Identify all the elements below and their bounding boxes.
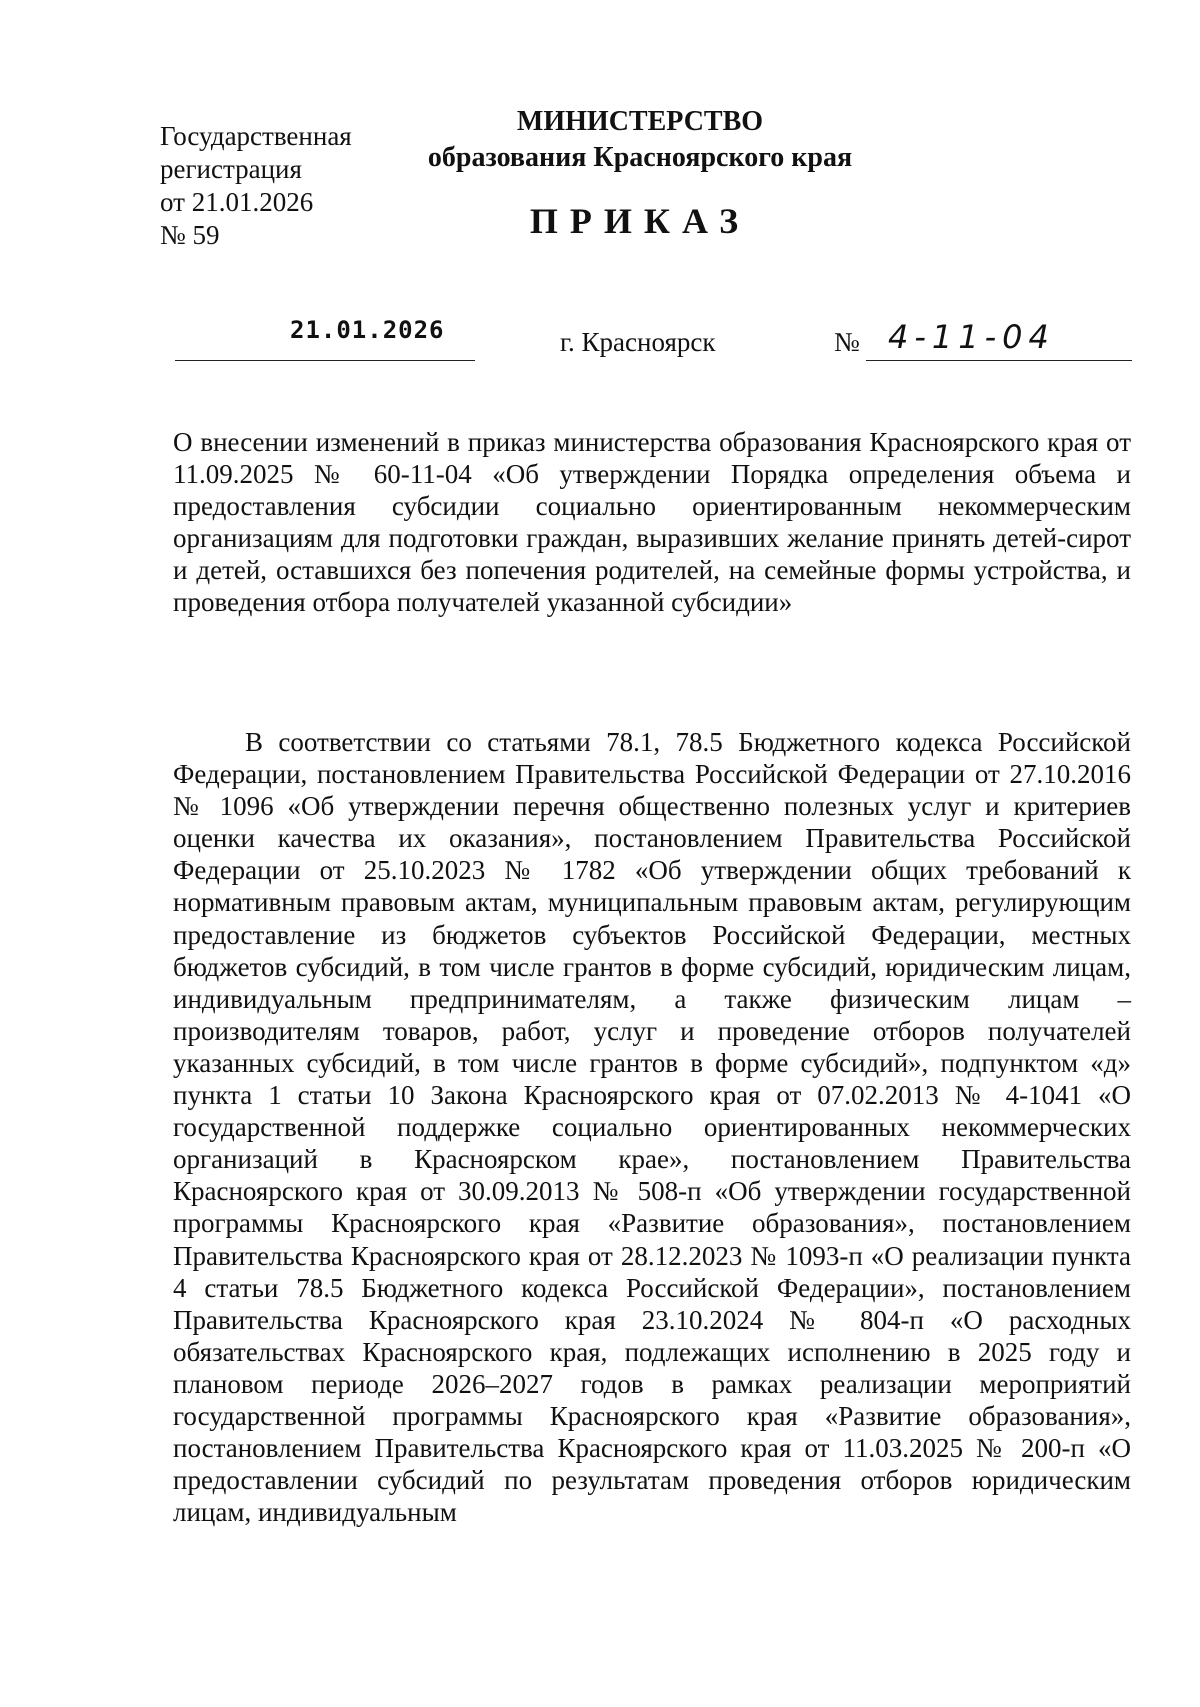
ministry-title: МИНИСТЕРСТВО — [516, 106, 764, 137]
city-label: г. Красноярск — [560, 327, 716, 357]
document-subject: О внесении изменений в приказ министерства образования Красноярского края от 11.09.2025 № 60-11-04 «Об утверждении Порядка определения объема и предоставления субсидии социально ориентированным некоммерческим организациям для подготовки граждан, выразивших желание принять детей-сирот и детей, оставшихся без попечения родителей, на семейные формы устройства, и проведения отбора получателей указанной субсидии» — [173, 427, 1131, 617]
number-sign: № — [834, 327, 860, 357]
document-body: В соответствии со статьями 78.1, 78.5 Бюджетного кодекса Российской Федерации, постановлением Правительства Российской Федерации от 27.10.2016 № 1096 «Об утверждении перечня общественно полезных услуг и критериев оценки качества их оказания», постановлением Правительства Российской Федерации от 25.10.2023 № 1782 «Об утверждении общих требований к нормативным правовым актам, муниципальным правовым актам, регулирующим предоставление из бюджетов субъектов Российской Федерации, местных бюджетов субсидий, в том числе грантов в форме субсидий, юридическим лицам, индивидуальным предпринимателям, а также физическим лицам – производителям товаров, работ, услуг и проведение отборов получателей указанных субсидий, в том числе грантов в форме субсидий», подпунктом «д» пункта 1 статьи 10 Закона Красноярского края от 07.02.2013 № 4-1041 «О государственной поддержке социально ориентированных некоммерческих организаций в Красноярском крае», постановлением Правительства Красноярского края от 30.09.2013 № 508-п «Об утверждении государственной программы Красноярского края «Развитие образования», постановлением Правительства Красноярского края от 28.12.2023 № 1093-п «О реализации пункта 4 статьи 78.5 Бюджетного кодекса Российской Федерации», постановлением Правительства Красноярского края 23.10.2024 № 804-п «О расходных обязательствах Красноярского края, подлежащих исполнению в 2025 году и плановом периоде 2026–2027 годов в рамках реализации мероприятий государственной программы Красноярского края «Развитие образования», постановлением Правительства Красноярского края от 11.03.2025 № 200-п «О предоставлении субсидий по результатам проведения отборов юридическим лицам, индивидуальным — [173, 727, 1131, 1528]
date-stamp: 21.01.2026 — [290, 316, 445, 344]
registration-block — [160, 120, 390, 252]
registration-date: от 21.01.2026 — [160, 187, 314, 217]
document-type-title: ПРИКАЗ — [529, 201, 751, 241]
handwritten-number: 4-11-04 — [888, 318, 1055, 356]
ministry-subtitle: образования Красноярского края — [427, 142, 853, 173]
registration-line: Государственная — [160, 121, 352, 151]
registration-line: регистрация — [160, 154, 302, 184]
ministry-header — [420, 104, 860, 176]
registration-number: № 59 — [160, 220, 220, 250]
